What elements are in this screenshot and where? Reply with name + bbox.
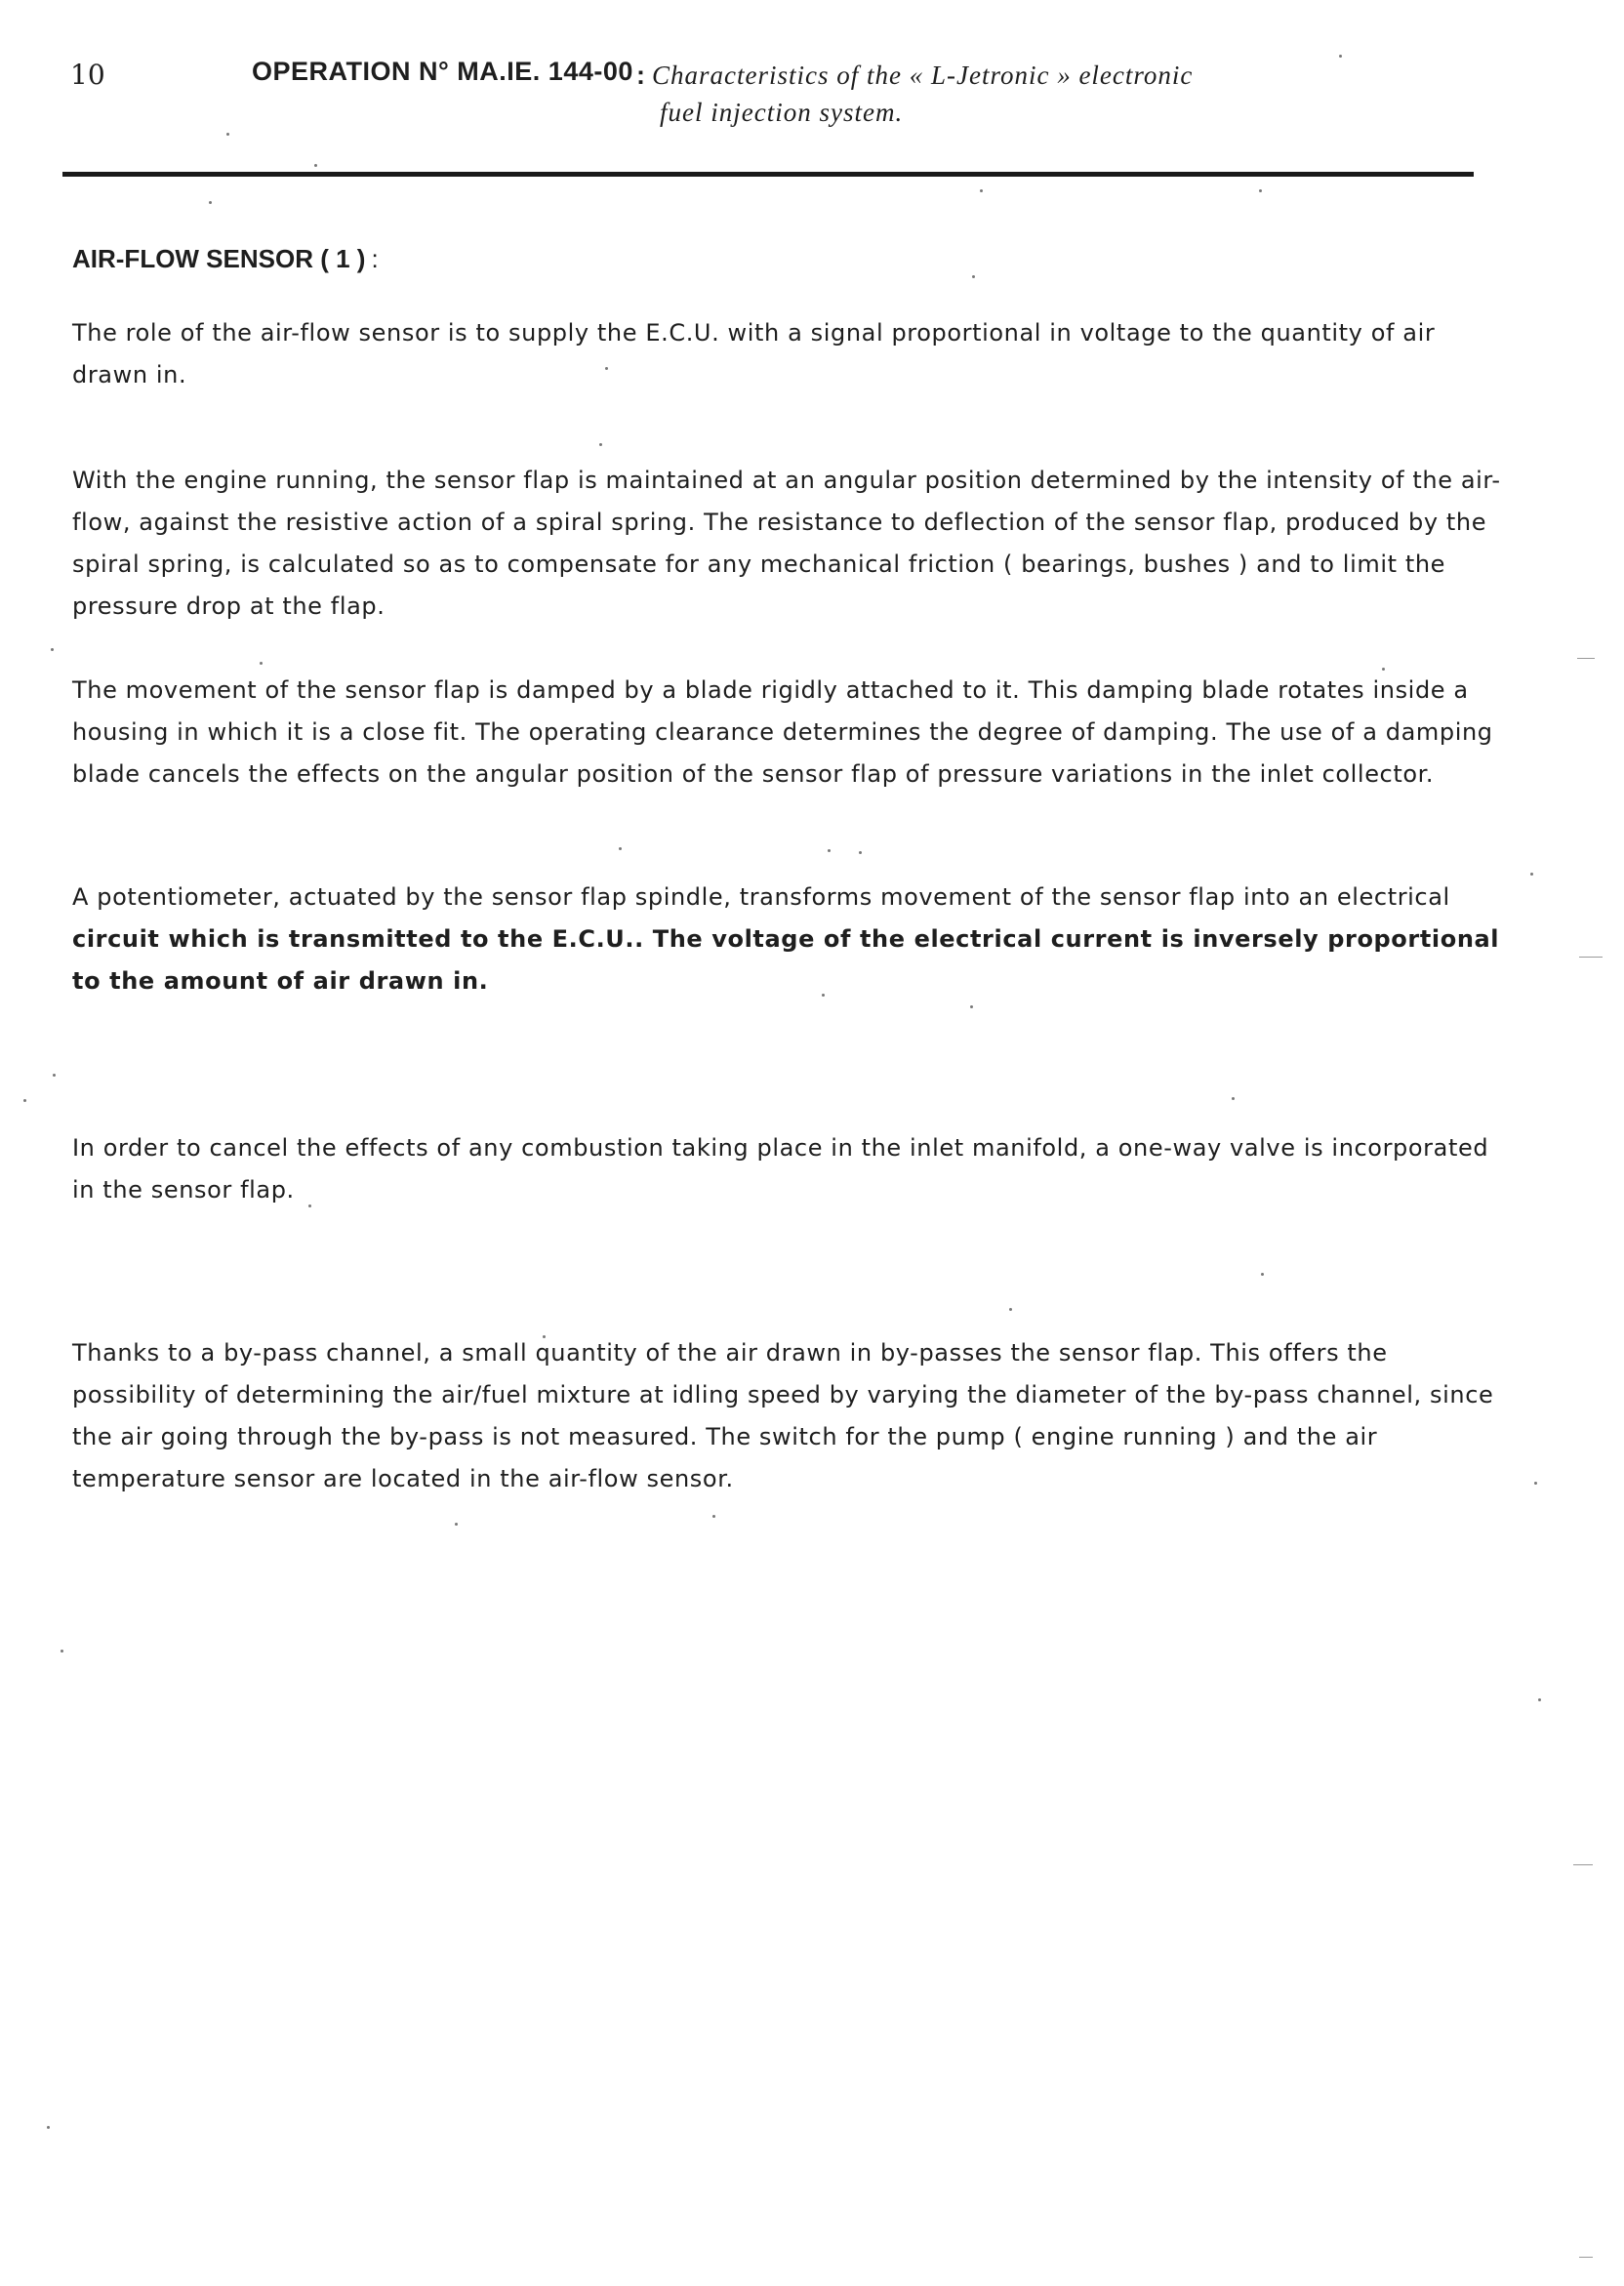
scan-speck	[1538, 1698, 1541, 1701]
scan-speck	[1534, 1482, 1537, 1485]
scan-speck	[828, 849, 831, 852]
paragraph-bypass-channel: Thanks to a by-pass channel, a small quantity of the air drawn in by-passes the sensor flap. This offers the possibility of determining the air/fuel mixture at idling speed by varying the diameter of the by-pass channel, since the air going through the by-pass is not measured. The switch for the pump ( engine running ) and the air temperature sensor are located in the air-flow sensor.	[72, 1339, 1494, 1492]
scan-dash	[1573, 1864, 1593, 1865]
scan-speck	[226, 133, 229, 136]
scan-speck	[51, 648, 54, 651]
section-heading-text: AIR-FLOW SENSOR ( 1 )	[72, 244, 366, 273]
section-heading	[72, 244, 379, 274]
scan-speck	[1261, 1273, 1264, 1276]
scan-speck	[822, 994, 825, 997]
scan-speck	[455, 1523, 458, 1526]
scan-speck	[859, 851, 862, 854]
scan-dash	[1579, 957, 1603, 958]
scan-speck	[543, 1335, 546, 1338]
scan-speck	[209, 201, 212, 204]
scan-speck	[308, 1204, 311, 1207]
scan-speck	[1232, 1097, 1235, 1100]
paragraph-potentiometer	[72, 877, 1517, 1002]
document-subtitle	[636, 57, 1241, 131]
scan-speck	[970, 1005, 973, 1008]
section-heading-colon: :	[371, 244, 379, 273]
scan-speck	[712, 1515, 715, 1518]
scan-speck	[47, 2126, 50, 2129]
scan-speck	[314, 164, 317, 167]
scan-speck	[980, 189, 983, 192]
scan-speck	[1530, 873, 1533, 876]
scan-speck	[1009, 1308, 1012, 1311]
scan-speck	[1339, 55, 1342, 58]
scan-speck	[605, 367, 608, 370]
paragraph-damping-blade: The movement of the sensor flap is damped by a blade rigidly attached to it. This damping blade rotates inside a housing in which it is a close fit. The operating clearance determines the degree of damping. The use of a damping blade cancels the effects on the angular position of the sensor flap of pressure variations in the inlet collector.	[72, 676, 1493, 788]
scan-speck	[599, 443, 602, 446]
scan-speck	[972, 275, 975, 278]
scan-dash	[1579, 2257, 1593, 2258]
paragraph-sensor-flap: With the engine running, the sensor flap is maintained at an angular position determined by the intensity of the air-flow, against the resistive action of a spiral spring. The resistance to deflection of the sensor flap, produced by the spiral spring, is calculated so as to compensate for any mechanical friction ( bearings, bushes ) and to limit the pressure drop at the flap.	[72, 467, 1501, 620]
subtitle-line-1: Characteristics of the « L-Jetronic » electronic	[652, 61, 1194, 90]
scan-speck	[619, 847, 622, 850]
scan-speck	[1382, 668, 1385, 671]
title-separator: :	[636, 61, 646, 90]
paragraph-one-way-valve: In order to cancel the effects of any combustion taking place in the inlet manifold, a one-way valve is incorporated in the sensor flap.	[72, 1134, 1489, 1204]
subtitle-line-2: fuel injection system.	[660, 98, 904, 127]
scan-speck	[61, 1650, 63, 1653]
paragraph-potentiometer-start: A potentiometer, actuated by the sensor flap spindle, transforms movement of the sensor flap into an electrical	[72, 883, 1450, 911]
scan-speck	[260, 662, 263, 665]
scan-speck	[53, 1074, 56, 1077]
operation-title: OPERATION N° MA.IE. 144-00	[252, 57, 633, 86]
header-divider	[62, 172, 1474, 177]
scan-speck	[23, 1099, 26, 1102]
paragraph-role: The role of the air-flow sensor is to supply the E.C.U. with a signal proportional in voltage to the quantity of air drawn in.	[72, 319, 1436, 388]
paragraph-potentiometer-bold: circuit which is transmitted to the E.C.U.. The voltage of the electrical current is inversely proportional to the amount of air drawn in.	[72, 925, 1500, 995]
scan-speck	[1259, 189, 1262, 192]
page-number: 10	[70, 59, 105, 91]
scan-dash	[1577, 658, 1595, 659]
